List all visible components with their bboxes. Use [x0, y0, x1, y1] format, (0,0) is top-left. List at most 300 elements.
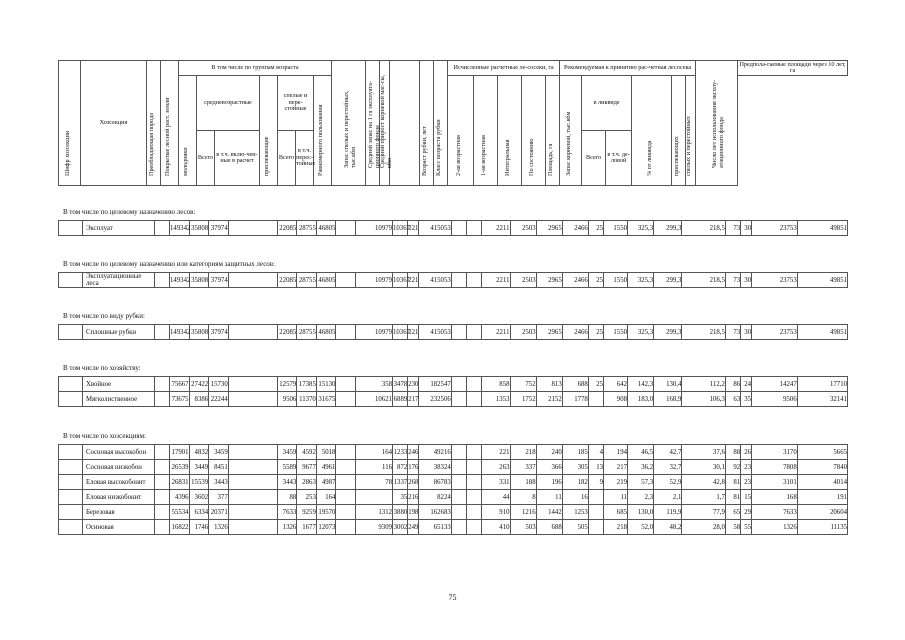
table-cell: 2211 — [482, 221, 510, 236]
section-label: В том числе по целевому назначению лесов: — [63, 208, 196, 216]
table-cell: 4987 — [316, 475, 336, 490]
table-cell: 63 — [725, 392, 740, 407]
row-name-cell: Березовая — [82, 505, 154, 520]
table-cell: 37974 — [209, 325, 229, 340]
table-cell: 49851 — [797, 221, 847, 236]
table-cell — [336, 325, 356, 340]
row-name-cell: Сосновая низкобон — [82, 460, 154, 475]
table-cell: 198 — [408, 505, 419, 520]
table-cell — [466, 392, 481, 407]
table-cell: 176 — [408, 460, 419, 475]
table-cell: 3880 — [393, 505, 408, 520]
table-cell: 16822 — [169, 520, 189, 535]
table-cell: 221 — [482, 445, 510, 460]
table-cell: 1778 — [562, 392, 588, 407]
table-cell: 168,9 — [654, 392, 682, 407]
table-cell: 77,9 — [682, 505, 726, 520]
table-cell: 2965 — [536, 273, 562, 288]
header-young: молодняки — [179, 76, 197, 186]
table-row — [59, 273, 848, 288]
table-row — [59, 520, 848, 535]
header-rec-stock: Запас корневой, тыс.кбм — [560, 76, 582, 186]
table-cell: 366 — [536, 460, 562, 475]
table-cell: 221 — [408, 221, 419, 236]
table-cell — [154, 325, 169, 340]
table-cell: 20604 — [797, 505, 847, 520]
table-cell: 10621 — [356, 392, 393, 407]
table-cell: 185 — [562, 445, 588, 460]
table-cell: 46805 — [316, 221, 336, 236]
table-cell: 218 — [604, 520, 628, 535]
table-cell — [228, 392, 277, 407]
table-cell: 8451 — [209, 460, 229, 475]
table-cell: 2503 — [510, 221, 536, 236]
table-cell: 7840 — [797, 460, 847, 475]
table-cell — [466, 445, 481, 460]
table-cell: 1253 — [562, 505, 588, 520]
table-cell: 1233 — [393, 445, 408, 460]
table-cell: 12073 — [316, 520, 336, 535]
header-uniform: Равномерного пользования — [314, 76, 332, 186]
table-cell: 35808 — [189, 221, 209, 236]
table-cell: 26539 — [169, 460, 189, 475]
table-cell: 35808 — [189, 325, 209, 340]
table-cell: 218,5 — [682, 221, 726, 236]
table-cell — [154, 460, 169, 475]
header-cut-age: Возраст рубки, лет — [420, 61, 434, 186]
table-cell: 9677 — [297, 460, 317, 475]
table-cell: 15 — [741, 490, 752, 505]
table-cell — [154, 490, 169, 505]
table-cell: 55534 — [169, 505, 189, 520]
table-cell: 218,5 — [682, 325, 726, 340]
table-cell: 9506 — [752, 392, 798, 407]
header-mature-total: Всего — [278, 131, 296, 186]
table-cell: 1550 — [604, 221, 628, 236]
table-cell — [466, 325, 481, 340]
table-cell — [588, 505, 603, 520]
row-name-cell: Сплошные рубки — [82, 325, 154, 340]
header-middle-total: Всего — [197, 131, 215, 186]
table-cell: 268 — [408, 475, 419, 490]
header-recommended: Рекомендуемая к принятию рас-четная лесосека — [560, 61, 696, 76]
table-row — [59, 325, 848, 340]
table-cell — [451, 325, 466, 340]
table-cell: 12579 — [277, 377, 297, 392]
table-cell: 249 — [408, 520, 419, 535]
table-cell: 3170 — [752, 445, 798, 460]
table-cell: 88 — [277, 490, 297, 505]
table-cell: 149342 — [169, 221, 189, 236]
table-row — [59, 377, 848, 392]
table-cell — [228, 475, 277, 490]
table-cell: 188 — [510, 475, 536, 490]
table-cell: 325,3 — [628, 221, 654, 236]
table-cell: 3478 — [393, 377, 408, 392]
header-middle-incl: в т.ч. вклю-чен-ные в расчет — [215, 131, 260, 186]
table-cell: 52,0 — [628, 520, 654, 535]
table-cell: 73675 — [169, 392, 189, 407]
table-cell — [59, 520, 83, 535]
table-cell: 149342 — [169, 273, 189, 288]
table-cell: 119,9 — [654, 505, 682, 520]
table-cell: 2466 — [562, 273, 588, 288]
table-cell: 11 — [604, 490, 628, 505]
table-cell: 44 — [482, 490, 510, 505]
table-cell — [59, 445, 83, 460]
data-table — [58, 220, 848, 236]
header-code: Шифр хозсекции — [59, 61, 81, 186]
table-cell — [228, 490, 277, 505]
table-cell: 2211 — [482, 273, 510, 288]
table-cell: 685 — [604, 505, 628, 520]
table-cell: 26831 — [169, 475, 189, 490]
page-number: 75 — [448, 593, 457, 602]
table-cell: 299,3 — [654, 221, 682, 236]
table-cell: 17901 — [169, 445, 189, 460]
table-cell — [336, 273, 356, 288]
table-row — [59, 445, 848, 460]
table-cell: 130,4 — [654, 377, 682, 392]
table-cell: 3459 — [277, 445, 297, 460]
row-name-cell: Мягколиственное — [82, 392, 154, 407]
header-growth: Средний прирост корневой мас-сы, кбм — [380, 61, 390, 186]
header-calc: Исчисленные расчетные ле-сосеки, га — [448, 61, 560, 76]
header-mature: спелые и пере-стойные — [278, 76, 314, 131]
table-cell: 78 — [356, 475, 393, 490]
table-cell: 219 — [604, 475, 628, 490]
header-years: Число лет использования эксплу-атационного фонда — [696, 61, 738, 186]
header-spacer — [390, 61, 420, 186]
table-cell: 23 — [741, 460, 752, 475]
table-cell — [466, 490, 481, 505]
table-cell: 358 — [356, 377, 393, 392]
table-cell: 86783 — [419, 475, 452, 490]
table-cell: 23753 — [752, 273, 798, 288]
table-cell: 9259 — [297, 505, 317, 520]
table-cell: 4961 — [316, 460, 336, 475]
table-cell: 11370 — [297, 392, 317, 407]
table-cell: 337 — [510, 460, 536, 475]
header-mature-over: в т.ч. перес-тойные — [296, 131, 314, 186]
table-cell: 4 — [588, 445, 603, 460]
table-cell: 2152 — [536, 392, 562, 407]
table-cell: 5018 — [316, 445, 336, 460]
header-liquid-total: Всего — [582, 131, 606, 186]
row-name-cell: Эксплуат — [82, 221, 154, 236]
table-cell: 183,0 — [628, 392, 654, 407]
table-cell: 217 — [604, 460, 628, 475]
table-cell: 5589 — [277, 460, 297, 475]
table-cell: 38324 — [419, 460, 452, 475]
table-cell — [451, 520, 466, 535]
table-cell: 42,7 — [654, 445, 682, 460]
table-cell — [336, 221, 356, 236]
table-cell: 8224 — [419, 490, 452, 505]
table-row — [59, 475, 848, 490]
table-cell — [59, 505, 83, 520]
table-cell — [451, 445, 466, 460]
header-liquid-pct: % от ликвида — [632, 76, 672, 186]
table-cell: 415053 — [419, 273, 452, 288]
table-cell — [336, 490, 356, 505]
table-cell: 58 — [725, 520, 740, 535]
table-cell: 4014 — [797, 475, 847, 490]
table-cell: 1,7 — [682, 490, 726, 505]
section-label: В том числе по хозяйству: — [63, 364, 141, 372]
header-liquid: в ликвиде — [582, 76, 632, 131]
data-table — [58, 376, 848, 407]
table-header — [58, 60, 848, 186]
table-cell: 10367 — [393, 273, 408, 288]
table-cell — [588, 490, 603, 505]
table-cell: 2965 — [536, 325, 562, 340]
table-cell: 142,3 — [628, 377, 654, 392]
table-cell: 75667 — [169, 377, 189, 392]
table-cell — [228, 460, 277, 475]
table-cell: 36,2 — [628, 460, 654, 475]
table-cell: 106,3 — [682, 392, 726, 407]
table-cell: 149342 — [169, 325, 189, 340]
table-cell — [59, 273, 83, 288]
table-cell — [59, 460, 83, 475]
table-cell: 30 — [741, 325, 752, 340]
header-stock: Запас спелых и перестойных, тыс.кбм — [332, 61, 366, 186]
table-cell: 7633 — [752, 505, 798, 520]
table-cell: 130,0 — [628, 505, 654, 520]
header-integral: Интегральная — [498, 76, 522, 186]
table-cell: 81 — [725, 490, 740, 505]
table-cell — [154, 520, 169, 535]
table-cell: 22085 — [277, 221, 297, 236]
table-cell: 37974 — [209, 221, 229, 236]
table-cell: 182 — [562, 475, 588, 490]
table-cell: 263 — [482, 460, 510, 475]
table-cell: 246 — [408, 445, 419, 460]
table-cell: 17710 — [797, 377, 847, 392]
table-cell — [228, 273, 277, 288]
section-label: В том числе по целевому назначению или категориям защитных лесов: — [63, 260, 276, 268]
table-cell: 65133 — [419, 520, 452, 535]
table-cell: 23753 — [752, 221, 798, 236]
table-cell: 688 — [562, 377, 588, 392]
table-cell: 232506 — [419, 392, 452, 407]
table-cell: 6889 — [393, 392, 408, 407]
table-cell: 858 — [482, 377, 510, 392]
table-cell: 2863 — [297, 475, 317, 490]
table-cell: 35808 — [189, 273, 209, 288]
table-cell: 164 — [316, 490, 336, 505]
table-row — [59, 505, 848, 520]
table-cell: 32141 — [797, 392, 847, 407]
table-cell: 116 — [356, 460, 393, 475]
table-cell — [154, 377, 169, 392]
table-cell: 42,8 — [682, 475, 726, 490]
table-cell: 2466 — [562, 325, 588, 340]
table-cell: 2466 — [562, 221, 588, 236]
table-cell — [451, 377, 466, 392]
table-cell — [466, 273, 481, 288]
table-cell — [228, 221, 277, 236]
table-cell — [466, 520, 481, 535]
table-cell — [356, 490, 393, 505]
table-cell: 1752 — [510, 392, 536, 407]
table-cell — [154, 392, 169, 407]
table-cell: 3002 — [393, 520, 408, 535]
header-future: Предпола-гаемые площади через 10 лет, га — [739, 60, 846, 74]
table-cell: 221 — [408, 273, 419, 288]
header-species: Преобладающая порода — [147, 61, 161, 186]
table-cell — [451, 221, 466, 236]
table-cell: 48,2 — [654, 520, 682, 535]
table-cell: 8386 — [189, 392, 209, 407]
table-cell: 1216 — [510, 505, 536, 520]
table-cell — [588, 392, 603, 407]
table-cell: 2211 — [482, 325, 510, 340]
table-cell — [336, 445, 356, 460]
table-cell: 2965 — [536, 221, 562, 236]
table-cell: 162683 — [419, 505, 452, 520]
table-cell: 24 — [741, 377, 752, 392]
table-cell — [59, 490, 83, 505]
table-cell: 4396 — [169, 490, 189, 505]
table-cell: 688 — [536, 520, 562, 535]
table-cell: 230 — [408, 377, 419, 392]
table-cell — [336, 392, 356, 407]
header-future-mature: спелых и перестойных — [686, 76, 696, 186]
table-cell: 16 — [562, 490, 588, 505]
table-cell: 1326 — [277, 520, 297, 535]
table-cell: 218,5 — [682, 273, 726, 288]
table-cell: 813 — [536, 377, 562, 392]
table-cell: 28755 — [297, 325, 317, 340]
table-cell: 22085 — [277, 273, 297, 288]
table-cell — [59, 325, 83, 340]
header-future-mat: приспевающих — [672, 76, 686, 186]
table-cell: 642 — [604, 377, 628, 392]
table-cell: 73 — [725, 273, 740, 288]
table-row — [59, 221, 848, 236]
table-cell: 3443 — [209, 475, 229, 490]
table-cell: 30,1 — [682, 460, 726, 475]
row-name-cell: Еловая низкобонит — [82, 490, 154, 505]
table-cell: 17385 — [297, 377, 317, 392]
header-rec-area: Площадь, га — [546, 76, 560, 186]
table-cell: 92 — [725, 460, 740, 475]
table-cell: 86 — [725, 377, 740, 392]
table-cell: 3101 — [752, 475, 798, 490]
table-cell: 325,3 — [628, 273, 654, 288]
table-cell — [59, 475, 83, 490]
data-table — [58, 324, 848, 340]
table-cell: 216 — [408, 490, 419, 505]
table-cell — [466, 377, 481, 392]
table-cell — [466, 505, 481, 520]
table-cell: 20371 — [209, 505, 229, 520]
table-cell: 9309 — [356, 520, 393, 535]
header-liquid-business: в т.ч. де-ловой — [606, 131, 632, 186]
table-cell: 910 — [482, 505, 510, 520]
table-cell: 23753 — [752, 325, 798, 340]
table-cell: 196 — [536, 475, 562, 490]
table-cell — [154, 475, 169, 490]
table-cell: 10367 — [393, 221, 408, 236]
table-cell: 1326 — [752, 520, 798, 535]
header-section: Хозсекция — [81, 61, 147, 186]
table-cell: 6334 — [189, 505, 209, 520]
table-cell — [59, 221, 83, 236]
table-cell: 305 — [562, 460, 588, 475]
table-cell — [336, 475, 356, 490]
table-cell: 22085 — [277, 325, 297, 340]
table-cell: 31675 — [316, 392, 336, 407]
row-name-cell: Осиновая — [82, 520, 154, 535]
table-cell: 1746 — [189, 520, 209, 535]
table-cell: 112,2 — [682, 377, 726, 392]
header-age-groups: В том числе по группам возраста — [179, 61, 332, 76]
table-cell: 503 — [510, 520, 536, 535]
table-cell: 15730 — [209, 377, 229, 392]
table-cell: 15130 — [316, 377, 336, 392]
row-name-cell: Сосновая высокобон — [82, 445, 154, 460]
table-cell — [154, 273, 169, 288]
table-cell: 7808 — [752, 460, 798, 475]
section-label: В том числе по виду рубки: — [63, 312, 145, 320]
table-cell: 8 — [510, 490, 536, 505]
table-cell: 4592 — [297, 445, 317, 460]
table-cell: 217 — [408, 392, 419, 407]
table-cell: 2503 — [510, 273, 536, 288]
table-cell: 49851 — [797, 325, 847, 340]
table-cell: 415053 — [419, 221, 452, 236]
table-cell: 73 — [725, 221, 740, 236]
table-cell: 2503 — [510, 325, 536, 340]
table-cell: 253 — [297, 490, 317, 505]
table-cell — [228, 325, 277, 340]
table-cell — [451, 460, 466, 475]
table-cell — [451, 273, 466, 288]
table-cell: 4832 — [189, 445, 209, 460]
table-cell: 1442 — [536, 505, 562, 520]
table-cell: 240 — [536, 445, 562, 460]
table-cell: 11135 — [797, 520, 847, 535]
table-cell: 168 — [752, 490, 798, 505]
table-cell: 73 — [725, 325, 740, 340]
table-cell: 9 — [588, 475, 603, 490]
data-table — [58, 444, 848, 535]
table-cell: 25 — [588, 221, 603, 236]
table-cell: 299,3 — [654, 325, 682, 340]
table-cell: 29 — [741, 505, 752, 520]
header-cut-class: Класс возраста рубки — [434, 61, 448, 186]
row-name-cell: Эксплуатационные леса — [82, 273, 154, 288]
table-cell: 1353 — [482, 392, 510, 407]
table-cell: 377 — [209, 490, 229, 505]
table-cell: 752 — [510, 377, 536, 392]
table-row — [59, 490, 848, 505]
table-cell: 11 — [536, 490, 562, 505]
table-cell: 1550 — [604, 325, 628, 340]
table-cell: 10979 — [356, 221, 393, 236]
table-row — [59, 392, 848, 407]
table-cell: 35 — [393, 490, 408, 505]
table-cell: 325,3 — [628, 325, 654, 340]
table-cell: 191 — [797, 490, 847, 505]
table-cell — [59, 377, 83, 392]
data-table — [58, 272, 848, 288]
table-cell: 1677 — [297, 520, 317, 535]
table-cell — [59, 392, 83, 407]
